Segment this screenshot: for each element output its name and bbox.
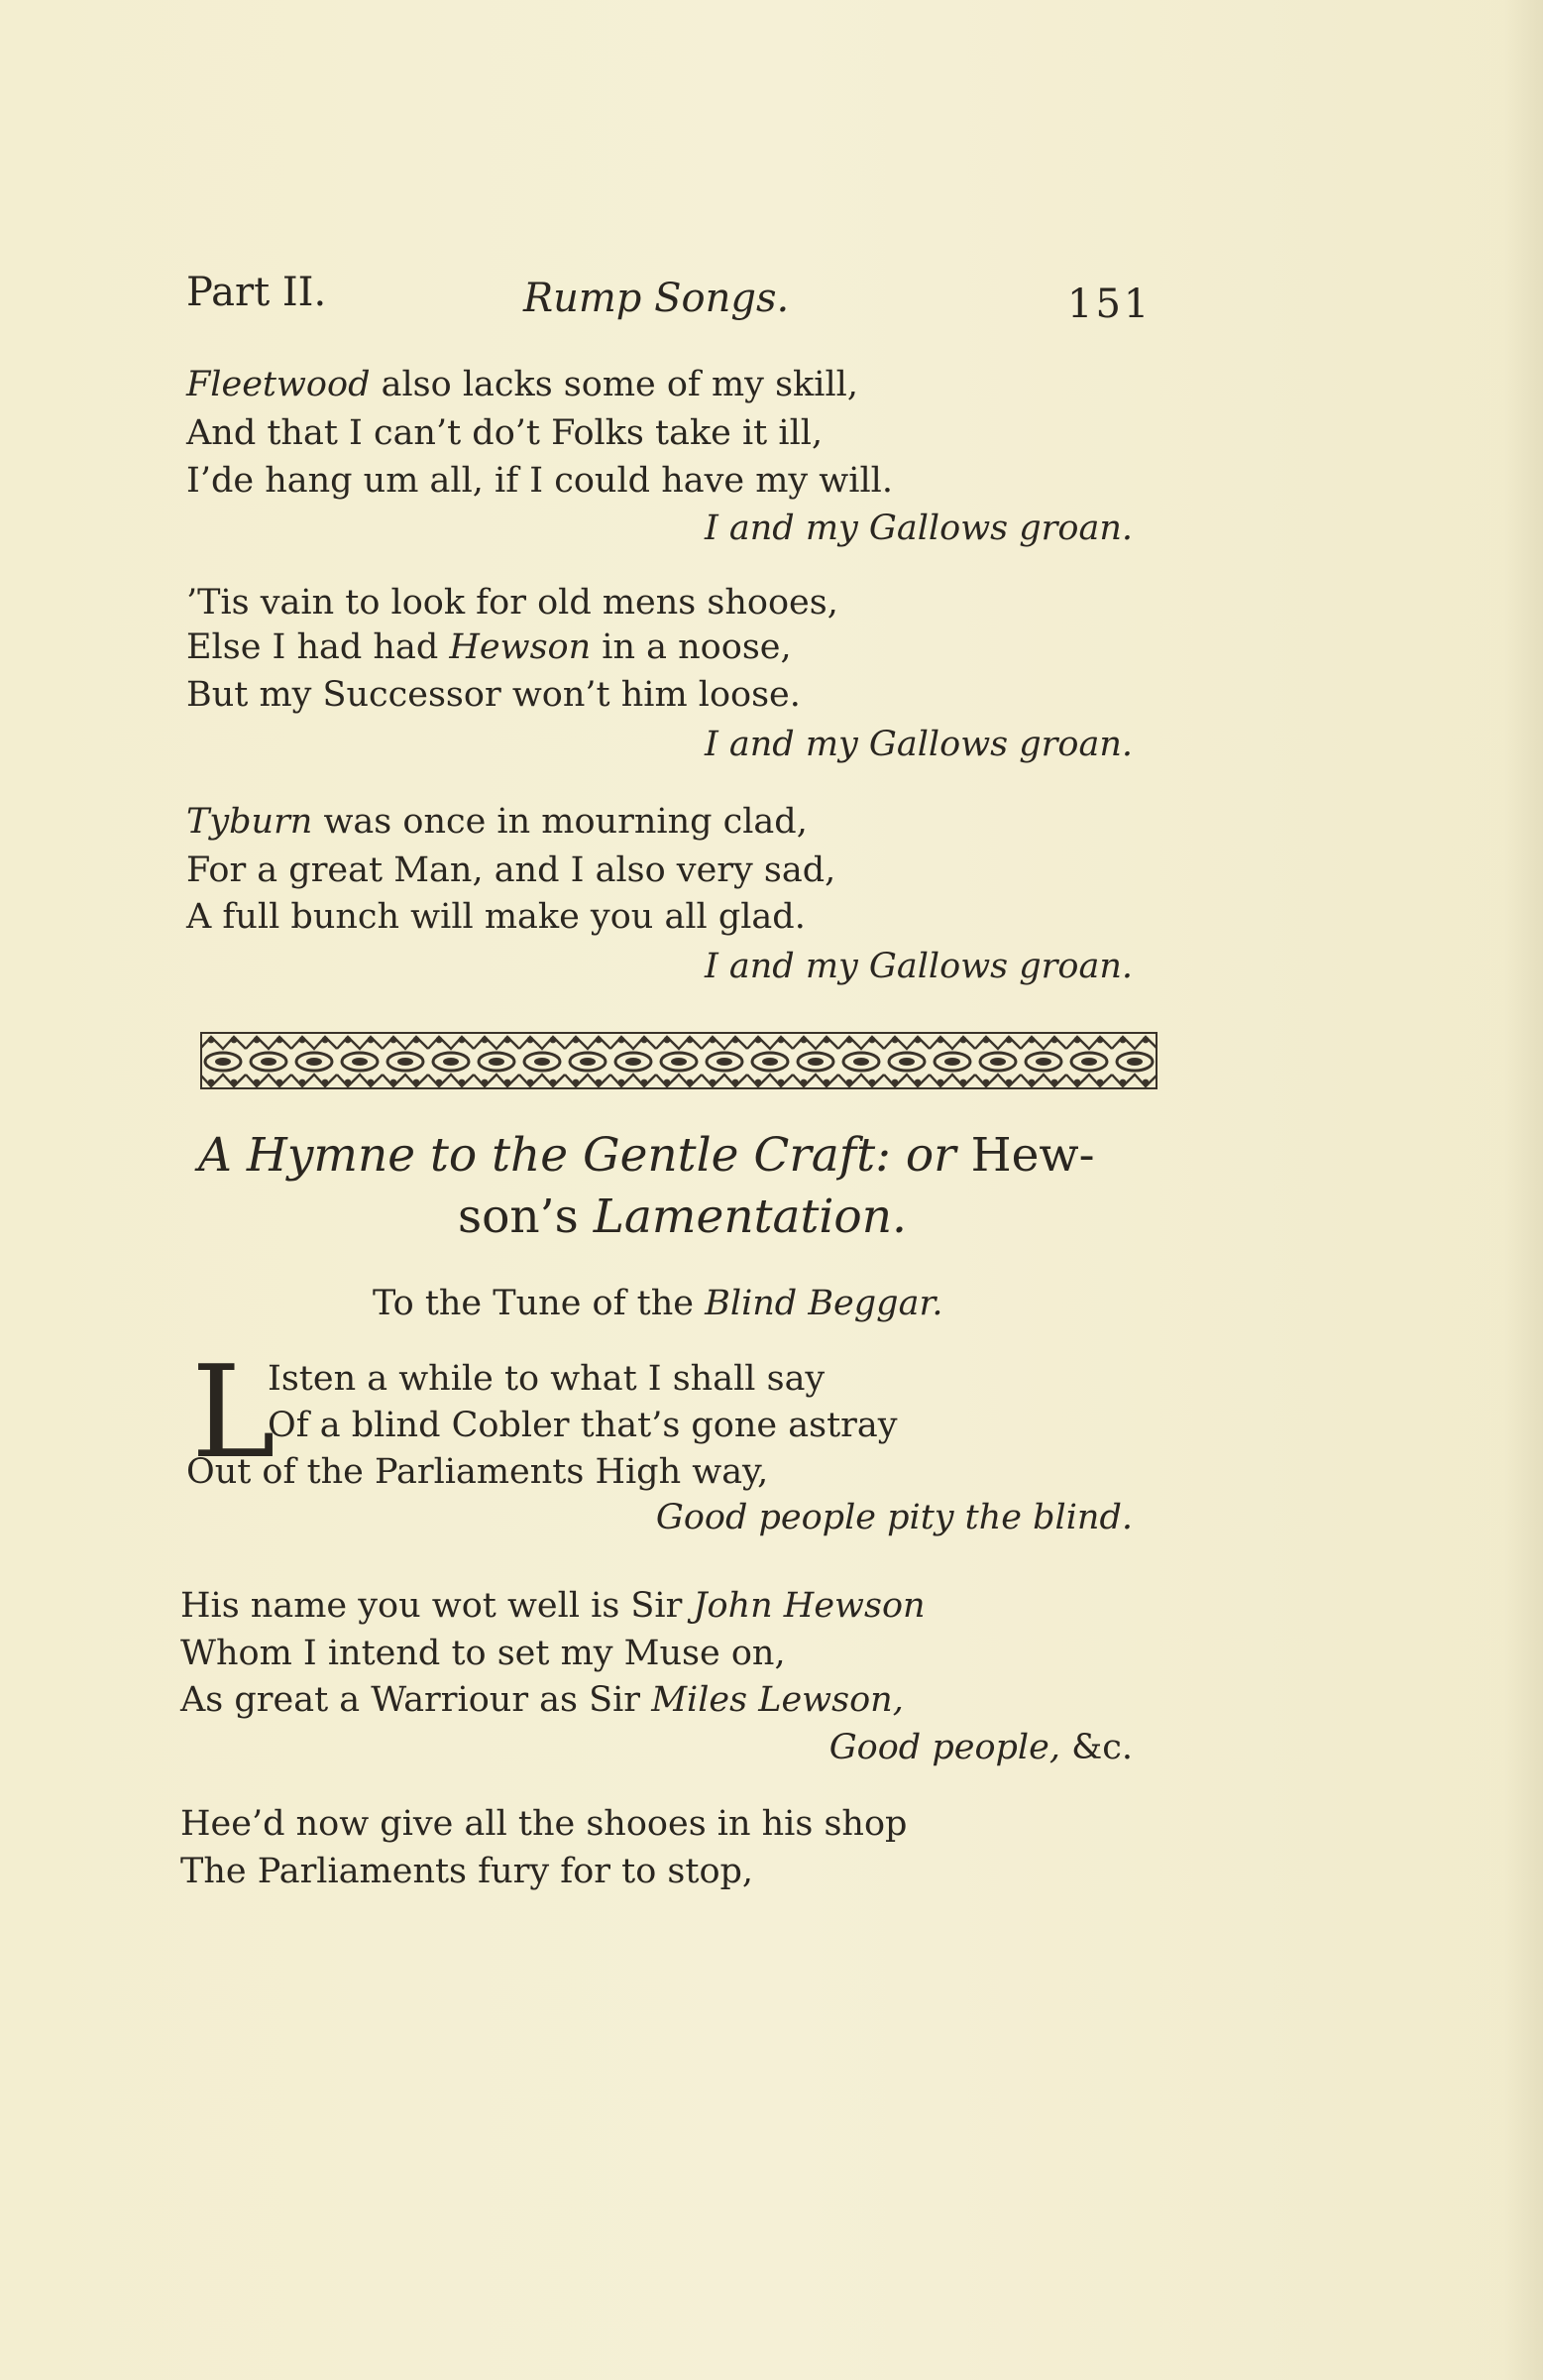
- verse-line: Fleetwood also lacks some of my skill,: [186, 365, 858, 404]
- refrain-line: Good people, &c.: [828, 1728, 1133, 1767]
- decorative-ornament-band: [200, 1031, 1157, 1090]
- verse-line: For a great Man, and I also very sad,: [186, 850, 836, 890]
- song-title-line-1: A Hymne to the Gentle Craft: or Hew-: [198, 1128, 1095, 1183]
- verse-line: As great a Warriour as Sir Miles Lewson,: [180, 1680, 904, 1720]
- verse-line: And that I can’t do’t Folks take it ill,: [186, 413, 824, 453]
- refrain-line: I and my Gallows groan.: [704, 947, 1133, 986]
- verse-line: Out of the Parliaments High way,: [186, 1452, 769, 1492]
- verse-line: ’Tis vain to look for old mens shooes,: [186, 583, 838, 623]
- verse-line: A full bunch will make you all glad.: [186, 897, 806, 937]
- verse-line: But my Successor won’t him loose.: [186, 675, 801, 715]
- part-label: Part II.: [186, 270, 327, 315]
- song-title-line-2: son’s Lamentation.: [458, 1190, 907, 1244]
- verse-line: I’de hang um all, if I could have my will.: [186, 461, 893, 501]
- running-title: Rump Songs.: [523, 276, 790, 321]
- verse-line: Whom I intend to set my Muse on,: [180, 1634, 786, 1673]
- verse-line: Hee’d now give all the shooes in his shop: [180, 1804, 908, 1844]
- page-number: 151: [1067, 282, 1153, 327]
- refrain-line: I and my Gallows groan.: [704, 509, 1133, 548]
- drop-cap-letter: L: [191, 1339, 276, 1487]
- tune-line: To the Tune of the Blind Beggar.: [373, 1284, 943, 1323]
- page-edge-shadow: [1503, 0, 1543, 2380]
- verse-line: Isten a while to what I shall say: [268, 1359, 826, 1399]
- verse-line: Tyburn was once in mourning clad,: [186, 802, 808, 842]
- verse-line: The Parliaments fury for to stop,: [180, 1852, 754, 1891]
- verse-line: Of a blind Cobler that’s gone astray: [268, 1406, 898, 1445]
- refrain-line: Good people pity the blind.: [655, 1498, 1133, 1537]
- refrain-line: I and my Gallows groan.: [704, 725, 1133, 764]
- verse-line: Else I had had Hewson in a noose,: [186, 627, 792, 667]
- verse-line: His name you wot well is Sir John Hewson: [180, 1586, 926, 1626]
